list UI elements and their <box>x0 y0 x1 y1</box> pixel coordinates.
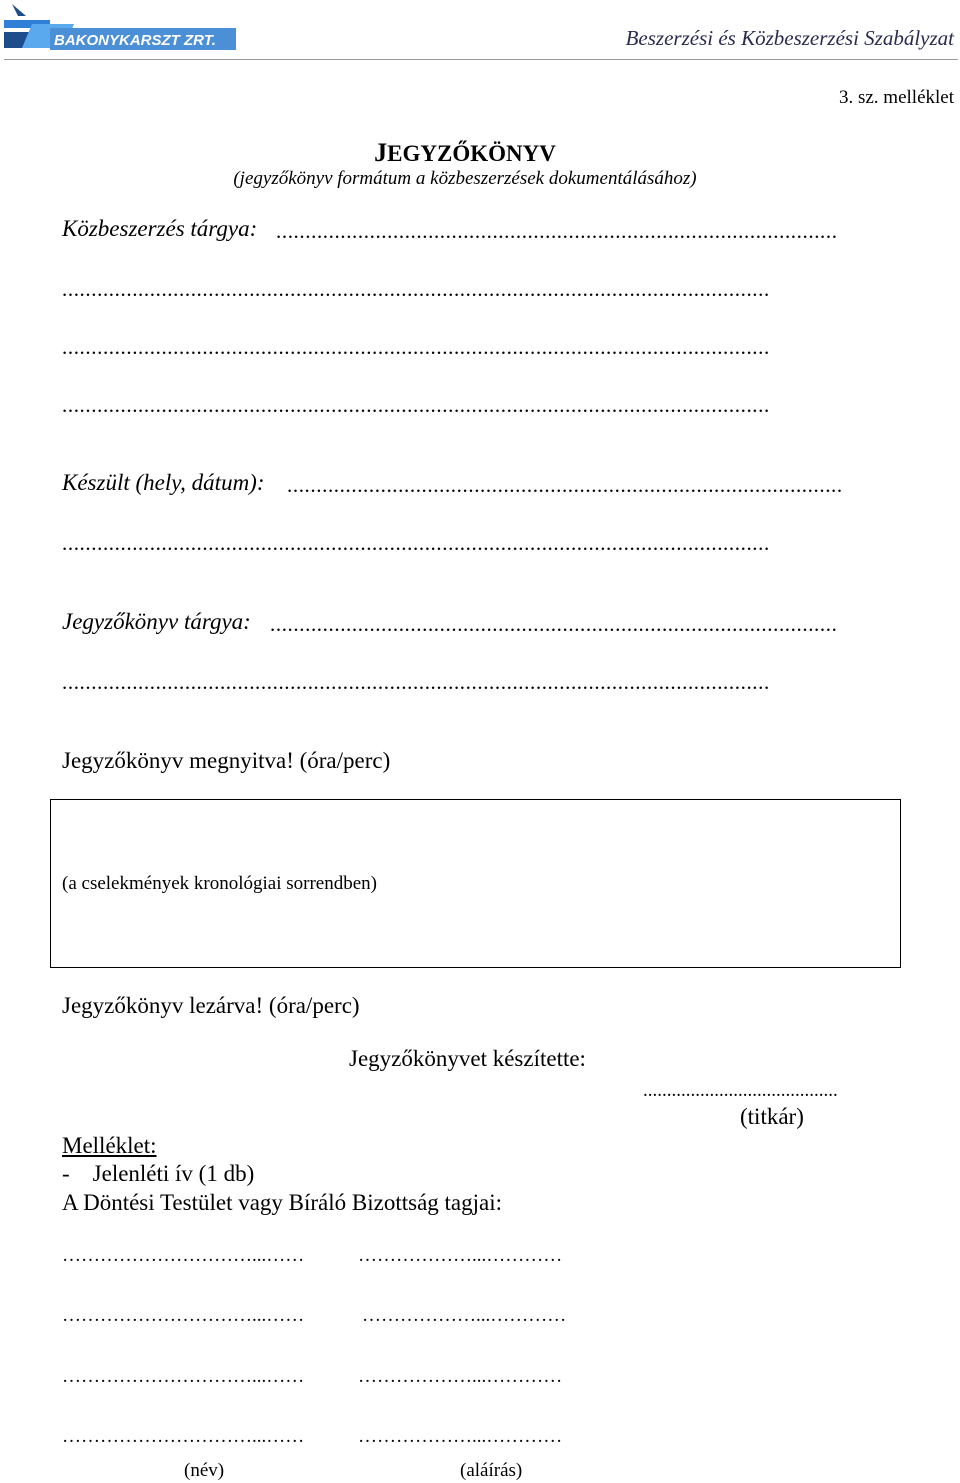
minutes-subject-dots: ................................................................................................. <box>270 612 838 636</box>
member-2-name-dots: …………………………...…… <box>62 1305 305 1326</box>
member-3-name-dots: …………………………...…… <box>62 1366 305 1387</box>
signature-column-label: (aláírás) <box>460 1460 523 1481</box>
title-rest: EGYZŐKÖNYV <box>387 141 556 166</box>
made-place-date-label: Készült (hely, dátum): <box>62 470 265 495</box>
secretary-label: (titkár) <box>740 1104 804 1129</box>
attachment-label: Melléklet: <box>62 1133 157 1158</box>
procurement-subject-dots: ................................................................................................ <box>276 219 838 243</box>
procurement-subject-label: Közbeszerzés tárgya: <box>62 216 258 241</box>
name-column-label: (név) <box>184 1460 225 1481</box>
minutes-closed-label: Jegyzőkönyv lezárva! (óra/perc) <box>62 993 360 1018</box>
title-first-letter: J <box>374 138 388 167</box>
prepared-by-label: Jegyzőkönyvet készítette: <box>349 1046 586 1071</box>
member-2-sign-dots: ………………...………… <box>362 1305 567 1326</box>
member-3-sign-dots: ………………...………… <box>358 1366 563 1387</box>
chronology-box-text: (a cselekmények kronológiai sorrendben) <box>62 873 377 894</box>
committee-members-label: A Döntési Testület vagy Bíráló Bizottság tagjai: <box>62 1190 503 1215</box>
procurement-subject-line-4: ......................................................................................................................... <box>62 393 770 417</box>
procurement-subject-line-3: ......................................................................................................................... <box>62 335 770 359</box>
member-4-sign-dots: ………………...………… <box>358 1426 563 1447</box>
minutes-opened-label: Jegyzőkönyv megnyitva! (óra/perc) <box>62 748 391 773</box>
minutes-subject-line-2: ......................................................................................................................... <box>62 670 770 694</box>
logo-company-name: BAKONYKARSZT ZRT. <box>54 32 216 49</box>
page-title <box>0 138 930 168</box>
document-header-title: Beszerzési és Közbeszerzési Szabályzat <box>625 26 954 50</box>
minutes-subject-label: Jegyzőkönyv tárgya: <box>62 609 251 634</box>
procurement-subject-line-2: ......................................................................................................................... <box>62 277 770 301</box>
header-divider <box>4 59 958 60</box>
annex-number: 3. sz. melléklet <box>838 87 954 108</box>
made-place-date-dots: ............................................................................................... <box>287 473 843 497</box>
logo-roof-shape <box>12 4 26 16</box>
member-1-sign-dots: ………………...………… <box>358 1245 563 1266</box>
company-logo <box>4 4 236 52</box>
member-4-name-dots: …………………………...…… <box>62 1426 305 1447</box>
member-1-name-dots: …………………………...…… <box>62 1245 305 1266</box>
made-place-date-line-2: ......................................................................................................................... <box>62 531 770 555</box>
page-subtitle: (jegyzőkönyv formátum a közbeszerzések dokumentálásához) <box>233 168 697 189</box>
secretary-signature-dots: ......................................... <box>643 1080 838 1101</box>
attachment-item: - Jelenléti ív (1 db) <box>62 1161 255 1186</box>
